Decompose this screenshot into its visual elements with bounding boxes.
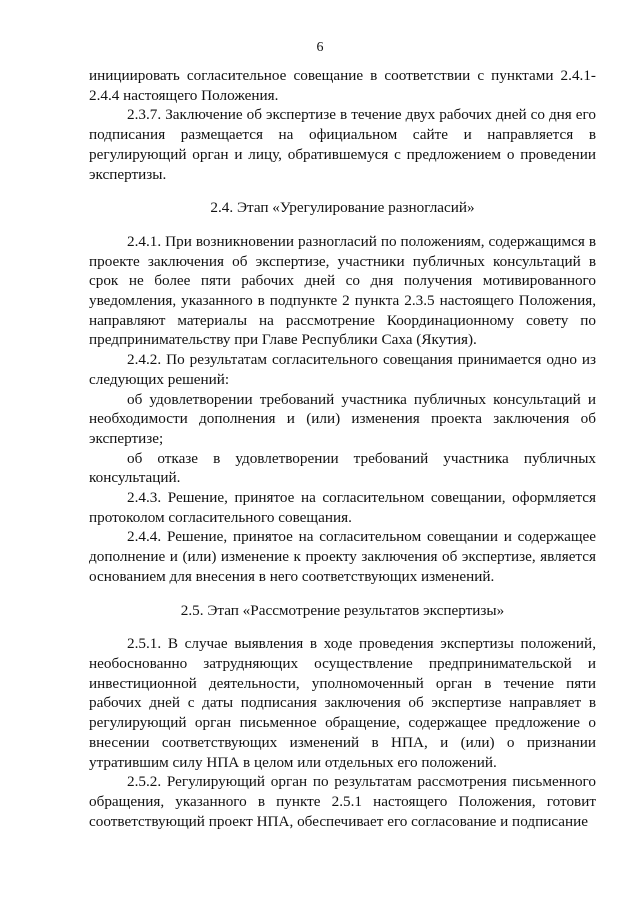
paragraph-decision-option-2: об отказе в удовлетворении требований участника публичных консультаций. <box>89 449 596 487</box>
paragraph-2-5-1: 2.5.1. В случае выявления в ходе проведения экспертизы положений, необоснованно затрудняющих осуществление предпринимательской и инвестиционной деятельности, уполномоченный орган в течение пяти рабочих дней с даты подписания заключения об экспертизе направляет в регулирующий орган письменное обращение, содержащее предложение о внесении соответствующих изменений в НПА, и (или) о признании утратившим силу НПА в целом или отдельных его положений. <box>89 635 596 771</box>
paragraph-2-4-2: 2.4.2. По результатам согласительного совещания принимается одно из следующих решений: <box>89 351 596 388</box>
section-heading-2-4: 2.4. Этап «Урегулирование разногласий» <box>210 199 475 217</box>
paragraph-decision-option-1: об удовлетворении требований участника публичных консультаций и необходимости дополнения и (или) изменения проекта заключения об экспертизе; <box>89 390 596 447</box>
section-heading-2-5: 2.5. Этап «Рассмотрение результатов экспертизы» <box>180 601 505 619</box>
paragraph-2-4-4: 2.4.4. Решение, принятое на согласительном совещании и содержащее дополнение и (или) изменение к проекту заключения об экспертизе, является основанием для внесения в него соответствующих изменений. <box>89 528 596 585</box>
paragraph-2-4-3: 2.4.3. Решение, принятое на согласительном совещании, оформляется протоколом согласительного совещания. <box>89 489 596 526</box>
paragraph-2-5-2: 2.5.2. Регулирующий орган по результатам рассмотрения письменного обращения, указанного в пункте 2.5.1 настоящего Положения, готовит соответствующий проект НПА, обеспечивает его согласование и подписание <box>89 773 596 830</box>
document-body <box>89 66 596 831</box>
page-number: 6 <box>316 40 324 55</box>
paragraph-2-3-7: 2.3.7. Заключение об экспертизе в течение двух рабочих дней со дня его подписания размещается на официальном сайте и направляется в регулирующий орган и лицу, обратившемуся с предложением о проведении экспертизы. <box>89 106 596 183</box>
paragraph-2-4-1: 2.4.1. При возникновении разногласий по положениям, содержащимся в проекте заключения об экспертизе, участники публичных консультаций в срок не более пяти рабочих дней со дня получения мотивированного уведомления, указанного в подпункте 2 пункта 2.3.5 настоящего Положения, направляют материалы на рассмотрение Координационному совету по предпринимательству при Главе Республики Саха (Якутия). <box>89 232 596 349</box>
paragraph-continuation: инициировать согласительное совещание в соответствии с пунктами 2.4.1-2.4.4 настоящего Положения. <box>89 67 596 104</box>
